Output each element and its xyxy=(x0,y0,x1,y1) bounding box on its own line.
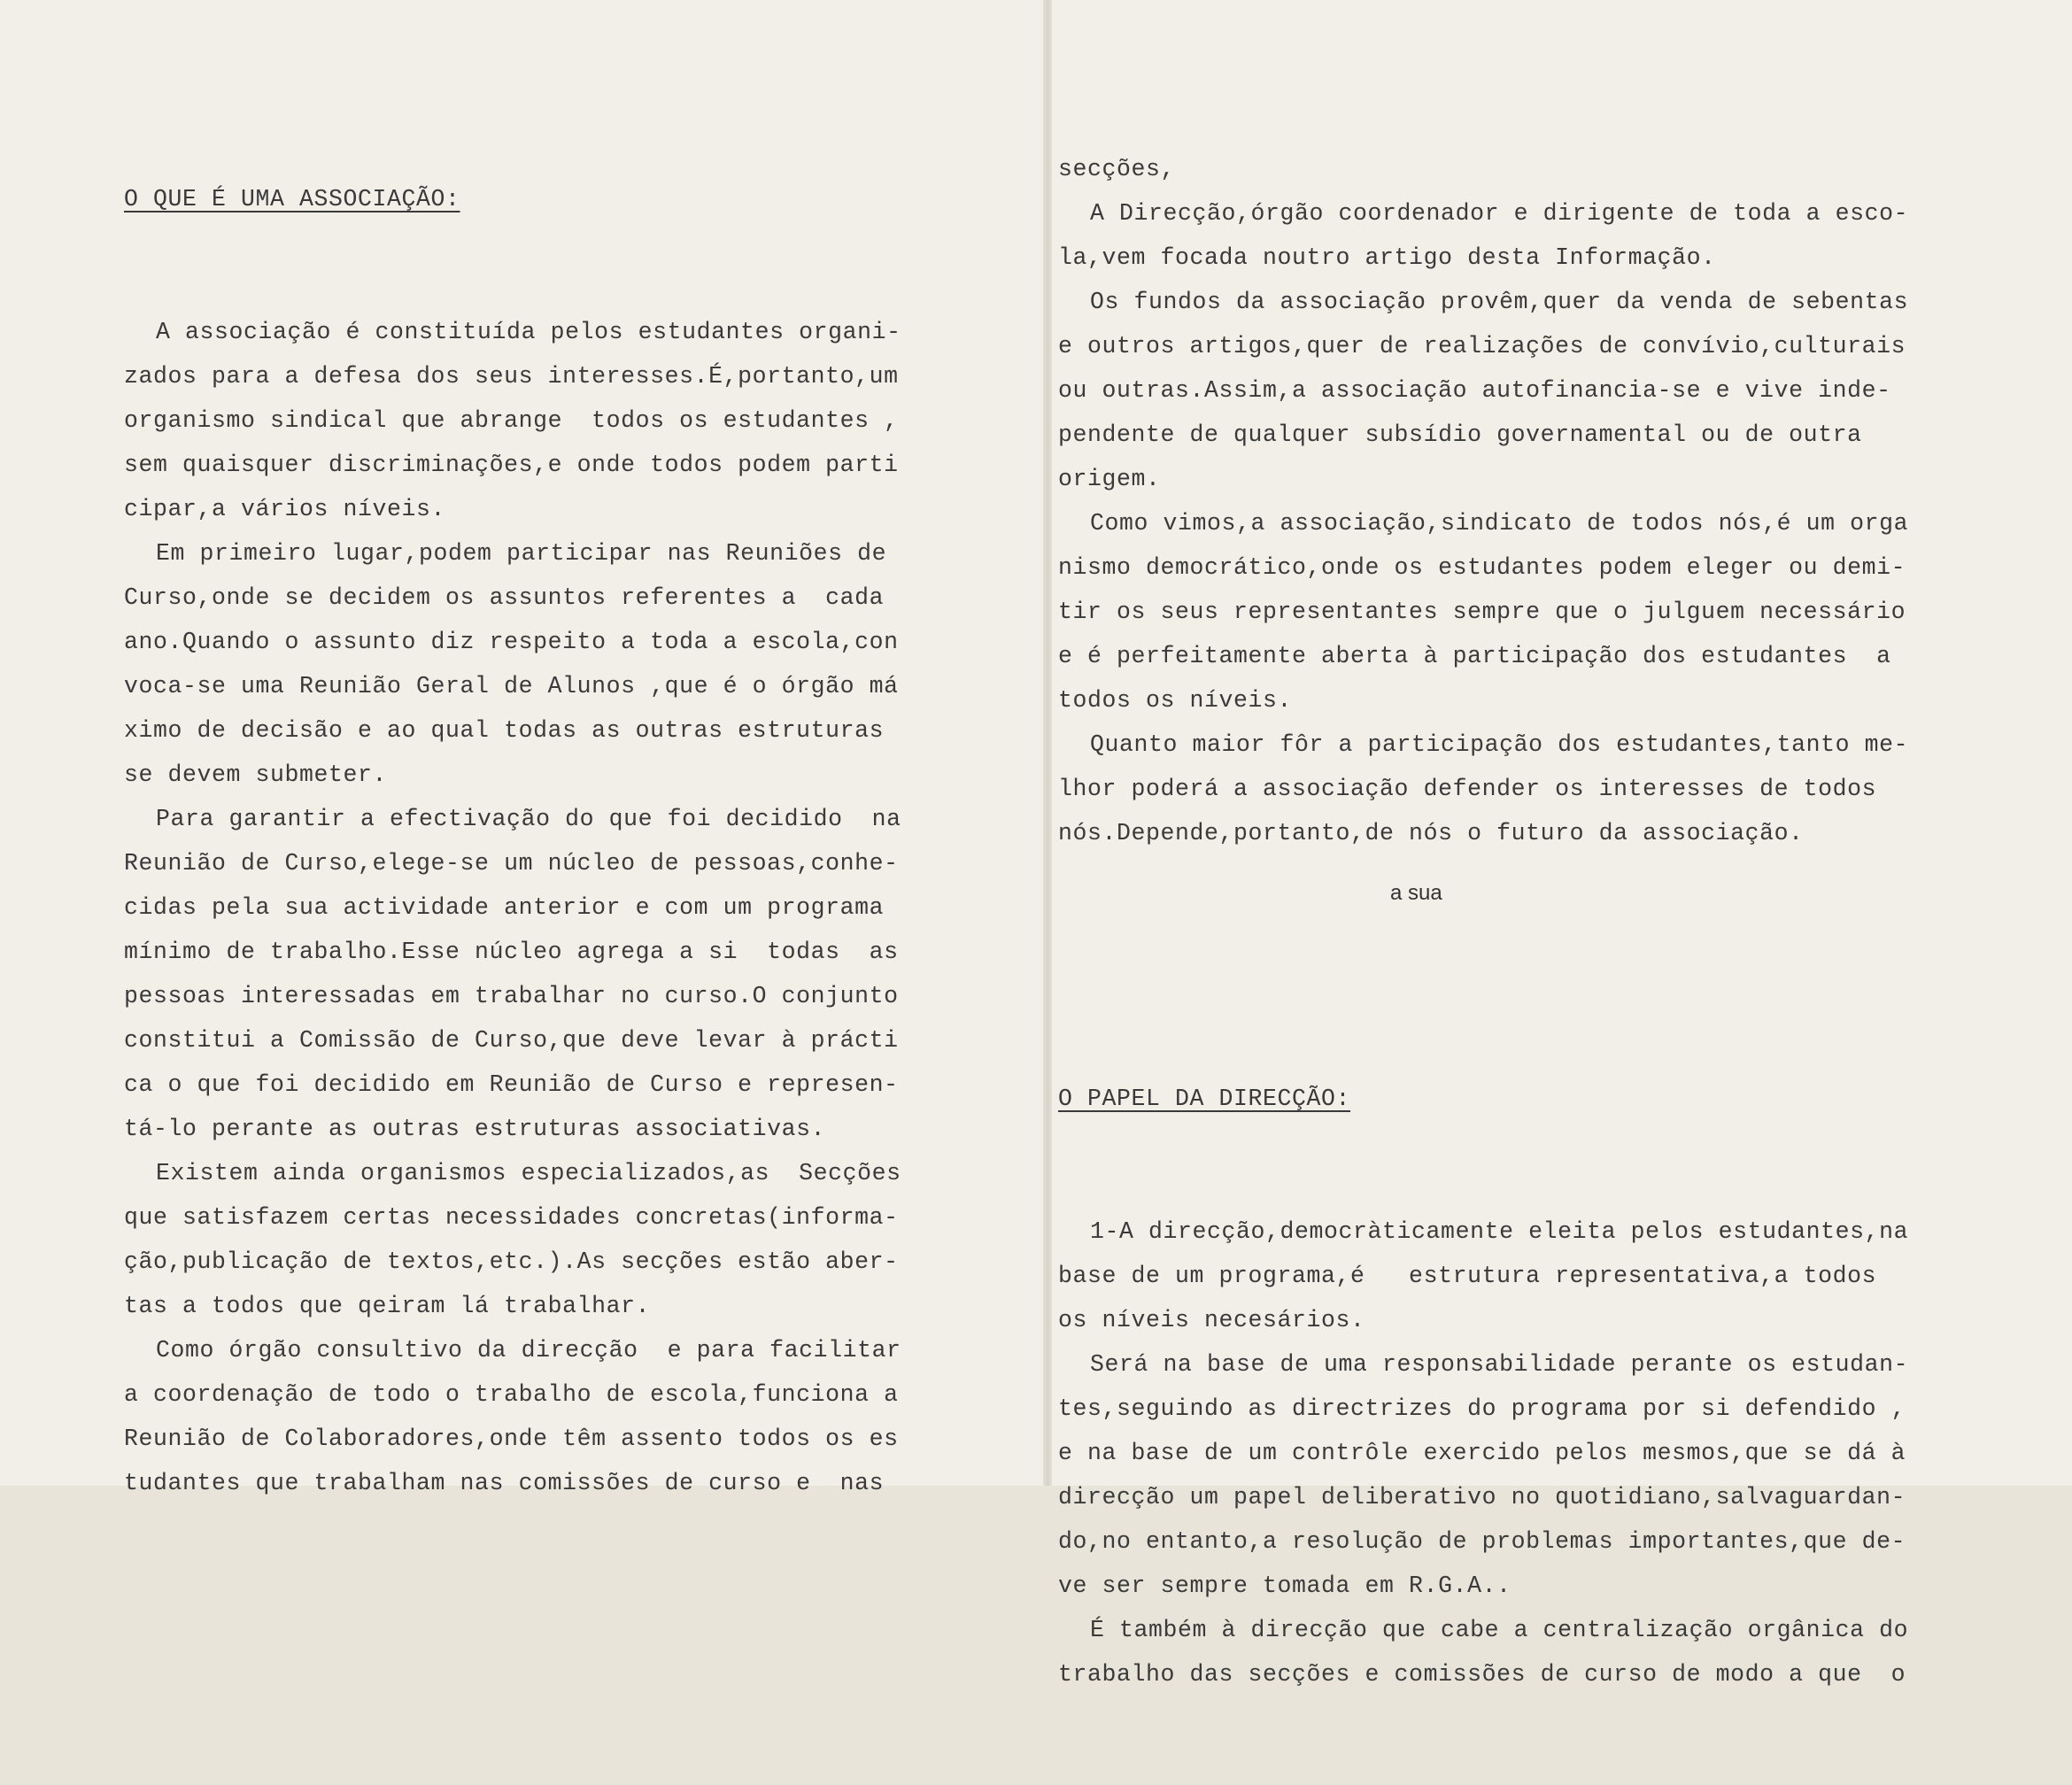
text-line: nismo democrático,onde os estudantes podem eleger ou demi- xyxy=(1058,554,1906,581)
right-heading: O PAPEL DA DIRECÇÃO: xyxy=(1058,1086,1351,1112)
text-line: ano.Quando o assunto diz respeito a toda a escola,con xyxy=(124,629,899,655)
text-line: Será na base de uma responsabilidade perante os estudan- xyxy=(1090,1351,1909,1378)
text-line: tá-lo perante as outras estruturas associativas. xyxy=(124,1116,826,1142)
text-line: pendente de qualquer subsídio governamental ou de outra xyxy=(1058,421,1862,448)
text-line: Como vimos,a associação,sindicato de todos nós,é um orga xyxy=(1090,510,1909,537)
text-line: 1-A direcção,democràticamente eleita pelos estudantes,na xyxy=(1090,1218,1909,1245)
text-line: Os fundos da associação provêm,quer da venda de sebentas xyxy=(1090,289,1909,315)
text-line: cidas pela sua actividade anterior e com um programa xyxy=(124,894,885,921)
left-body xyxy=(124,310,901,1505)
text-line: tir os seus representantes sempre que o julguem necessário xyxy=(1058,599,1906,625)
text-line: nós.Depende,portanto,de nós o futuro da associação. xyxy=(1058,820,1804,846)
text-line: e na base de um contrôle exercido pelos mesmos,que se dá à xyxy=(1058,1440,1906,1466)
text-line: e é perfeitamente aberta à participação dos estudantes a xyxy=(1058,643,1891,669)
right-column xyxy=(1058,58,1908,1785)
text-line: Reunião de Curso,elege-se um núcleo de pessoas,conhe- xyxy=(124,850,899,877)
text-line: Existem ainda organismos especializados,as Secções xyxy=(156,1160,901,1186)
text-line: zados para a defesa dos seus interesses.É,portanto,um xyxy=(124,363,899,390)
text-line: sem quaisquer discriminações,e onde todos podem parti xyxy=(124,452,899,478)
text-line: Curso,onde se decidem os assuntos referentes a cada xyxy=(124,584,885,611)
text-line: base de um programa,é estrutura representativa,a todos xyxy=(1058,1263,1877,1289)
text-line: se devem submeter. xyxy=(124,761,388,788)
text-line: pessoas interessadas em trabalhar no curso.O conjunto xyxy=(124,983,899,1009)
text-line: e outros artigos,quer de realizações de convívio,culturais xyxy=(1058,333,1906,359)
text-line: lhor poderá a associação defender os interesses de todos xyxy=(1058,776,1877,802)
text-line: todos os níveis. xyxy=(1058,687,1293,714)
text-line: constitui a Comissão de Curso,que deve levar à prácti xyxy=(124,1027,899,1054)
text-line: Em primeiro lugar,podem participar nas Reuniões de xyxy=(156,540,887,567)
text-line: ou outras.Assim,a associação autofinancia-se e vive inde- xyxy=(1058,377,1891,404)
text-line: mínimo de trabalho.Esse núcleo agrega a si todas as xyxy=(124,939,899,965)
text-line: secções, xyxy=(1058,156,1176,182)
text-line: la,vem focada noutro artigo desta Informação. xyxy=(1058,244,1716,271)
text-line: ve ser sempre tomada em R.G.A.. xyxy=(1058,1572,1511,1599)
spacer xyxy=(1058,944,1908,988)
text-line: tudantes que trabalham nas comissões de curso e nas xyxy=(124,1470,885,1496)
left-column xyxy=(124,89,901,1594)
text-line: Como órgão consultivo da direcção e para facilitar xyxy=(156,1337,901,1364)
text-line: origem. xyxy=(1058,466,1161,492)
text-line: cipar,a vários níveis. xyxy=(124,496,446,522)
text-line: do,no entanto,a resolução de problemas importantes,que de- xyxy=(1058,1528,1906,1555)
text-line: É também à direcção que cabe a centralização orgânica do xyxy=(1090,1617,1909,1643)
text-line: A associação é constituída pelos estudantes organi- xyxy=(156,319,901,345)
text-line: organismo sindical que abrange todos os estudantes , xyxy=(124,407,899,434)
text-line: Quanto maior fôr a participação dos estudantes,tanto me- xyxy=(1090,731,1909,758)
text-line: voca-se uma Reunião Geral de Alunos ,que é o órgão má xyxy=(124,673,899,699)
text-line: direcção um papel deliberativo no quotidiano,salvaguardan- xyxy=(1058,1484,1906,1511)
left-heading: O QUE É UMA ASSOCIAÇÃO: xyxy=(124,186,460,212)
text-line: Reunião de Colaboradores,onde têm assento todos os es xyxy=(124,1426,899,1452)
text-line: tas a todos que qeiram lá trabalhar. xyxy=(124,1293,651,1319)
text-line: Para garantir a efectivação do que foi decidido na xyxy=(156,806,901,832)
handwritten-insertion: a sua xyxy=(1390,881,1442,905)
right-body-top xyxy=(1058,147,1908,855)
text-line: os níveis necesários. xyxy=(1058,1307,1365,1333)
text-line: que satisfazem certas necessidades concretas(informa- xyxy=(124,1204,899,1231)
right-body-bottom xyxy=(1058,1209,1908,1696)
left-page xyxy=(0,0,1045,1496)
text-line: ximo de decisão e ao qual todas as outras estruturas xyxy=(124,717,885,744)
text-line: ção,publicação de textos,etc.).As secções estão aber- xyxy=(124,1248,899,1275)
text-line: tes,seguindo as directrizes do programa por si defendido , xyxy=(1058,1395,1906,1422)
text-line: ca o que foi decidido em Reunião de Curso e represen- xyxy=(124,1071,899,1098)
text-line: a coordenação de todo o trabalho de escola,funciona a xyxy=(124,1381,899,1408)
text-line: trabalho das secções e comissões de curso de modo a que o xyxy=(1058,1661,1906,1688)
text-line: A Direcção,órgão coordenador e dirigente de toda a esco- xyxy=(1090,200,1909,227)
